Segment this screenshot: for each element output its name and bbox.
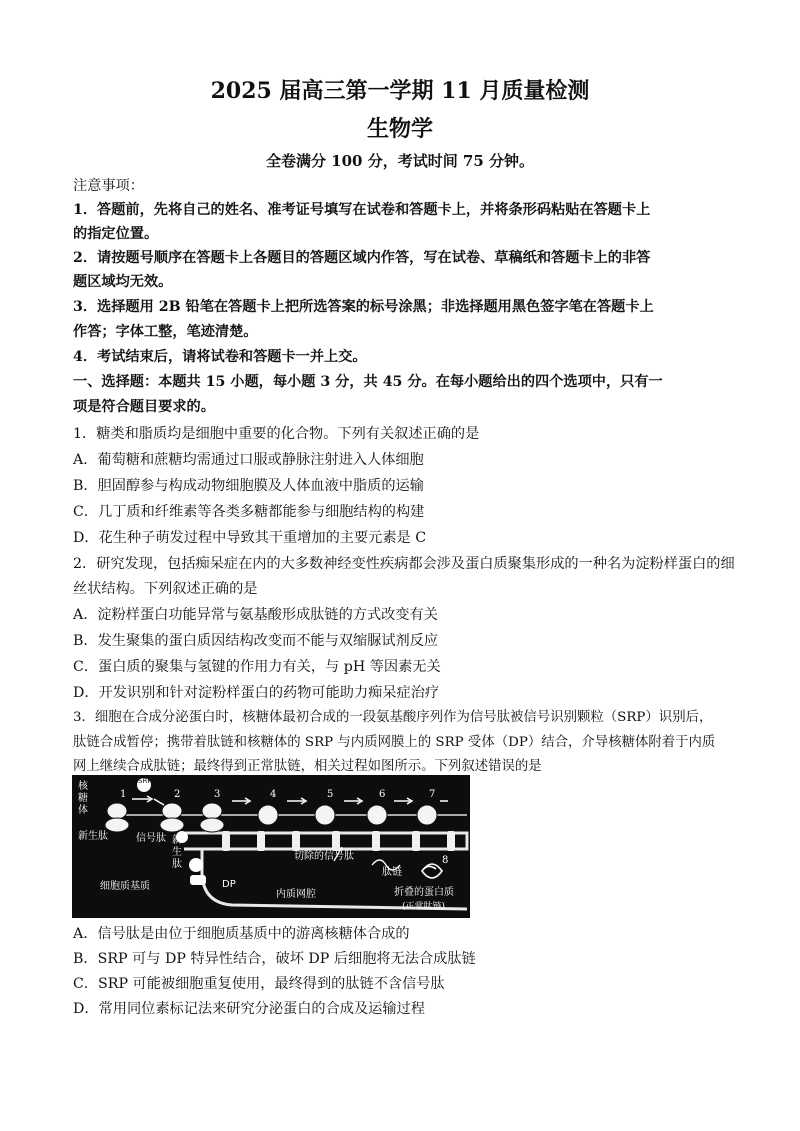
question-3-stem: 肽链合成暂停；携带着肽链和核糖体的 SRP 与内质网膜上的 SRP 受体（DP）结合，介导核糖体附着于内质	[73, 735, 716, 750]
question-1-option-d: D．花生种子萌发过程中导致其干重增加的主要元素是 C	[73, 530, 427, 546]
diagram-svg	[72, 775, 470, 918]
note-line: 4．考试结束后，请将试卷和答题卡一并上交。	[73, 349, 367, 365]
step-7: 7	[429, 789, 436, 800]
label-nascent-3: 肽	[172, 859, 182, 870]
label-signal-peptide: 信号肽	[136, 833, 166, 844]
label-folded-protein: 折叠的蛋白质	[394, 887, 454, 898]
question-3-stem: 网上继续合成肽链；最终得到正常肽链，相关过程如图所示。下列叙述错误的是	[73, 759, 542, 774]
subject-title: 生物学	[366, 116, 433, 142]
notes-heading: 注意事项：	[73, 178, 144, 194]
question-3-option-a: A．信号肽是由位于细胞质基质中的游离核糖体合成的	[73, 926, 410, 942]
label-nascent-1: 新	[172, 835, 182, 846]
note-line: 题区域均无效。	[73, 274, 173, 290]
step-2: 2	[174, 789, 181, 800]
question-1-option-b: B．胆固醇参与构成动物细胞膜及人体血液中脂质的运输	[73, 478, 424, 494]
step-5: 5	[327, 789, 334, 800]
note-line: 3．选择题用 2B 铅笔在答题卡上把所选答案的标号涂黑；非选择题用黑色签字笔在答题卡上	[73, 299, 654, 315]
label-ribosome-1: 核	[78, 781, 88, 792]
label-er-lumen: 内质网腔	[276, 889, 316, 900]
section-heading: 项是符合题目要求的。	[73, 399, 215, 415]
step-3: 3	[214, 789, 221, 800]
label-peptide-chain: 肽链	[382, 867, 402, 878]
exam-title: 2025 届高三第一学期 11 月质量检测	[210, 78, 590, 104]
label-new-peptide: 新生肽	[78, 831, 108, 842]
note-line: 2．请按题号顺序在答题卡上各题目的答题区域内作答，写在试卷、草稿纸和答题卡上的非答	[73, 250, 651, 266]
question-2-option-a: A．淀粉样蛋白功能异常与氨基酸形成肽链的方式改变有关	[73, 607, 438, 623]
step-1: 1	[120, 789, 127, 800]
step-8: 8	[442, 855, 449, 866]
question-2-option-c: C．蛋白质的聚集与氢键的作用力有关，与 pH 等因素无关	[73, 659, 441, 675]
label-cytosol: 细胞质基质	[100, 881, 150, 892]
label-dp: DP	[222, 879, 236, 890]
folded-protein-coil	[422, 864, 442, 878]
label-ribosome-2: 糖	[78, 793, 88, 804]
question-2-option-d: D．开发识别和针对淀粉样蛋白的药物可能助力痴呆症治疗	[73, 685, 440, 701]
step-6: 6	[379, 789, 386, 800]
question-3-stem: 3．细胞在合成分泌蛋白时，核糖体最初合成的一段氨基酸序列作为信号肽被信号识别颗粒（SRP）识别后，	[73, 710, 713, 725]
question-1-option-c: C．几丁质和纤维素等各类多糖都能参与细胞结构的构建	[73, 504, 425, 520]
question-3-option-c: C．SRP 可能被细胞重复使用，最终得到的肽链不含信号肽	[73, 976, 445, 992]
srp-process-diagram	[72, 775, 470, 918]
note-line: 作答；字体工整，笔迹清楚。	[73, 324, 258, 340]
exam-info: 全卷满分 100 分，考试时间 75 分钟。	[265, 152, 535, 170]
question-2-stem: 丝状结构。下列叙述正确的是	[73, 581, 258, 597]
note-line: 的指定位置。	[73, 226, 159, 242]
label-cut-signal: 切除的信号肽	[294, 851, 354, 862]
question-3-option-d: D．常用同位素标记法来研究分泌蛋白的合成及运输过程	[73, 1001, 425, 1017]
label-nascent-2: 生	[172, 847, 182, 858]
question-2-option-b: B．发生聚集的蛋白质因结构改变而不能与双缩脲试剂反应	[73, 633, 439, 649]
ribosomes	[105, 803, 437, 832]
step-4: 4	[270, 789, 277, 800]
section-heading: 一、选择题：本题共 15 小题，每小题 3 分，共 45 分。在每小题给出的四个选项中，只有一	[73, 374, 663, 390]
question-3-option-b: B．SRP 可与 DP 特异性结合，破坏 DP 后细胞将无法合成肽链	[73, 951, 476, 967]
question-2-stem: 2．研究发现，包括痴呆症在内的大多数神经变性疾病都会涉及蛋白质聚集形成的一种名为淀粉样蛋白的细	[73, 556, 735, 572]
note-line: 1．答题前，先将自己的姓名、准考证号填写在试卷和答题卡上，并将条形码粘贴在答题卡上	[73, 202, 651, 218]
label-normal-chain: (正常肽链)	[402, 902, 446, 912]
label-srp: SRP	[138, 777, 152, 785]
question-1-stem: 1．糖类和脂质均是细胞中重要的化合物。下列有关叙述正确的是	[73, 426, 480, 442]
label-ribosome-3: 体	[78, 805, 88, 816]
diagram-labels	[78, 777, 454, 912]
question-1-option-a: A．葡萄糖和蔗糖均需通过口服或静脉注射进入人体细胞	[73, 452, 424, 468]
